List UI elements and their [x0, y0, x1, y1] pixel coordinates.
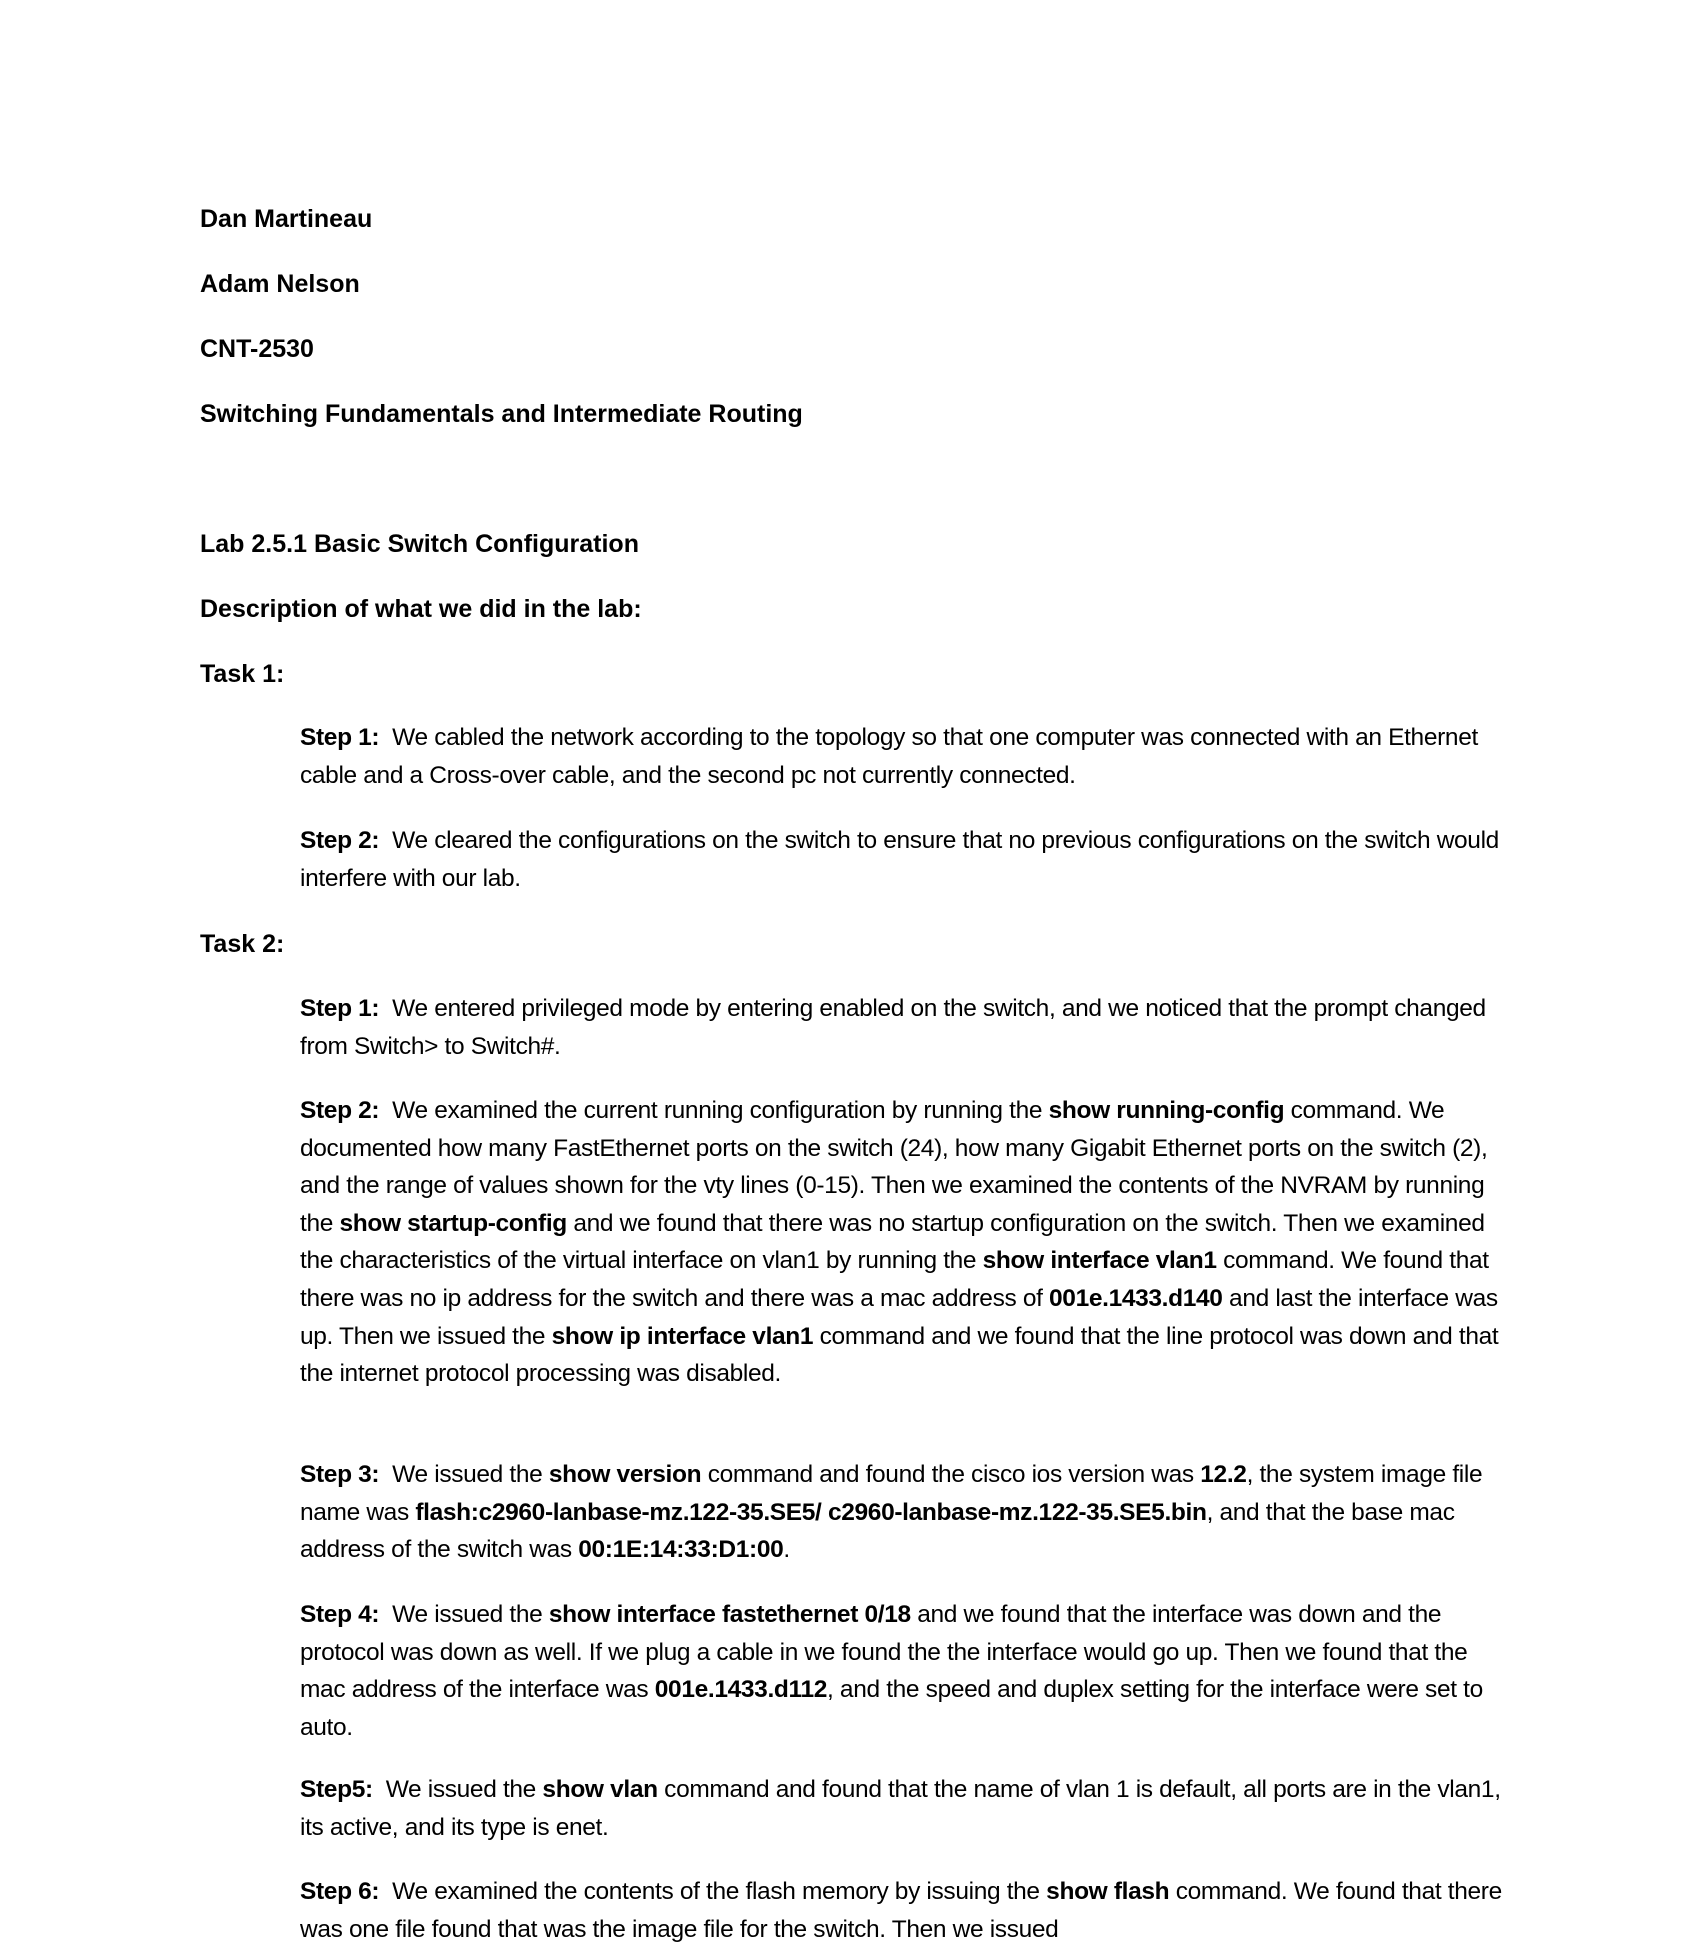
command-text: show vlan [542, 1776, 658, 1803]
task2-step6 [300, 1873, 1510, 1948]
task1-step2 [300, 822, 1510, 897]
command-text: show interface fastethernet 0/18 [548, 1601, 911, 1628]
task2-step4 [300, 1596, 1510, 1746]
ios-version: 12.2 [1200, 1461, 1247, 1488]
step-text: We issued the [385, 1776, 543, 1803]
command-text: show startup-config [339, 1209, 567, 1237]
course-name: Switching Fundamentals and Intermediate Routing [200, 400, 803, 428]
task2-step1 [300, 990, 1510, 1065]
base-mac-address: 00:1E:14:33:D1:00 [578, 1536, 784, 1564]
task2-step5 [300, 1771, 1510, 1846]
step-text: We issued the [392, 1461, 549, 1488]
step-text: We entered privileged mode by entering enabled on the switch, and we noticed that the prompt changed from Switch> to Switch#. [300, 995, 1486, 1060]
step-label: Step 6: [300, 1878, 380, 1905]
step-text: We cabled the network according to the topology so that one computer was connected with an Ethernet cable and a Cross-over cable, and the second pc not currently connected. [300, 724, 1478, 789]
step-text: , the system image file name was [300, 1461, 1483, 1526]
mac-address: 001e.1433.d140 [1049, 1284, 1223, 1312]
step-text: command. We found that there was no ip address for the switch and there was a mac address of [300, 1247, 1489, 1312]
step-text: We examined the contents of the flash memory by issuing the [392, 1878, 1047, 1905]
command-text: show ip interface vlan1 [551, 1322, 814, 1350]
task2-step2 [300, 1092, 1510, 1393]
step-text: We examined the current running configuration by running the [392, 1097, 1049, 1124]
course-code: CNT-2530 [200, 335, 314, 363]
command-text: show flash [1046, 1878, 1170, 1905]
command-text: show interface vlan1 [982, 1247, 1217, 1275]
step-label: Step 2: [300, 1097, 380, 1124]
description-heading: Description of what we did in the lab: [200, 595, 642, 623]
task-1-heading: Task 1: [200, 660, 285, 688]
step-label: Step 2: [300, 827, 380, 854]
step-text: command and found that the name of vlan 1 is default, all ports are in the vlan1, its active, and its type is enet. [300, 1776, 1501, 1841]
task-2-heading: Task 2: [200, 930, 285, 958]
step-text: command. We found that there was one file found that was the image file for the switch. Then we issued [300, 1878, 1502, 1943]
step-text: and we found that the interface was down and the protocol was down as well. If we plug a cable in we found the the interface would go up. Then we found that the mac address of the interface was [300, 1601, 1468, 1704]
author-name-2: Adam Nelson [200, 270, 360, 298]
step-text: , and the speed and duplex setting for the interface were set to auto. [300, 1676, 1483, 1741]
step-text: We issued the [392, 1601, 549, 1628]
lab-title: Lab 2.5.1 Basic Switch Configuration [200, 530, 639, 558]
step-text: and we found that there was no startup configuration on the switch. Then we examined the characteristics of the virtual interface on vlan1 by running the [300, 1209, 1485, 1275]
step-label: Step 1: [300, 995, 380, 1022]
step-text: We cleared the configurations on the switch to ensure that no previous configurations on the switch would interfere with our lab. [300, 827, 1499, 892]
step-text: command and we found that the line protocol was down and that the internet protocol processing was disabled. [300, 1322, 1499, 1388]
step-text: . [783, 1536, 790, 1564]
step-text: , and that the base mac address of the switch was [300, 1498, 1455, 1564]
step-label: Step 4: [300, 1601, 380, 1628]
command-text: show version [548, 1461, 702, 1488]
step-text: command. We documented how many FastEthernet ports on the switch (24), how many Gigabit Ethernet ports on the switch (2), and the range of values shown for the vty lines (0-15). Then we examined the contents of the NVRAM by running the [300, 1097, 1488, 1237]
command-text: show running-config [1048, 1097, 1285, 1124]
step-label: Step 3: [300, 1461, 380, 1488]
image-file-name: flash:c2960-lanbase-mz.122-35.SE5/ c2960-lanbase-mz.122-35.SE5.bin [415, 1498, 1207, 1526]
mac-address: 001e.1433.d112 [654, 1676, 827, 1704]
step-label: Step5: [300, 1776, 373, 1803]
step-label: Step 1: [300, 724, 380, 751]
author-name-1: Dan Martineau [200, 205, 373, 233]
step-text: and last the interface was up. Then we issued the [300, 1284, 1498, 1350]
task1-step1 [300, 719, 1510, 794]
step-text: command and found the cisco ios version was [701, 1461, 1201, 1488]
task2-step3 [300, 1456, 1510, 1569]
